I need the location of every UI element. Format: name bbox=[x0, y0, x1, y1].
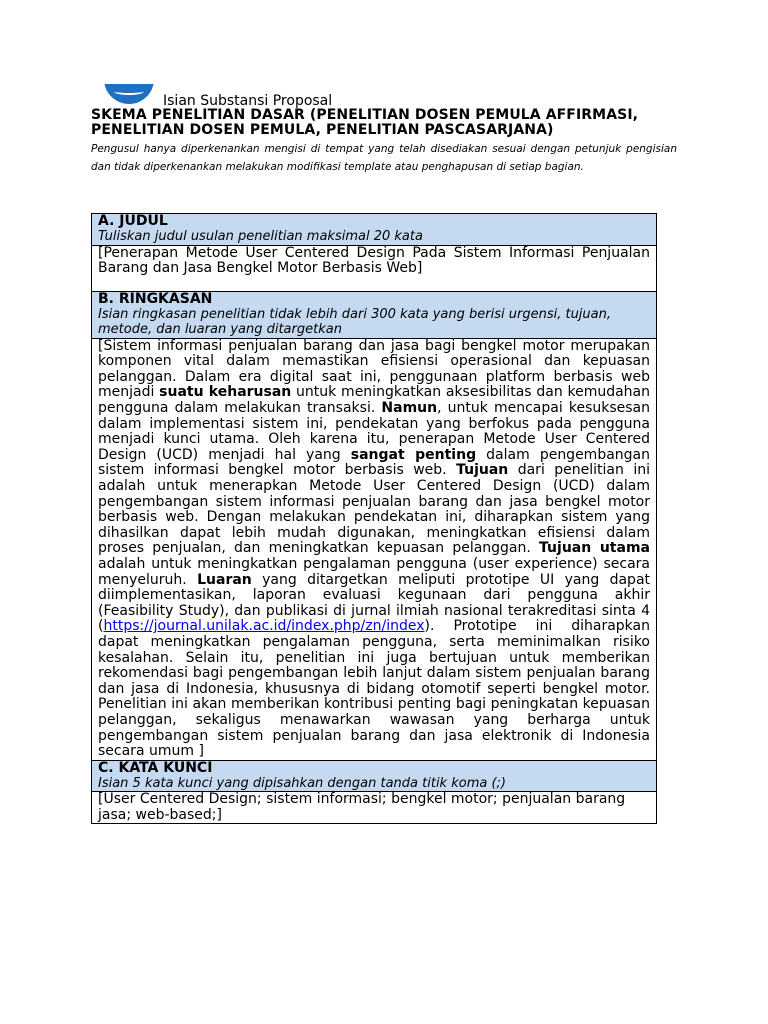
ringkasan-text: yang ditargetkan meliputi prototipe UI yang dapat diimplementasikan, laporan evaluasi kegunaan dari pengguna akhir (Feasibility Study), dan publikasi di jurnal ilmiah nasional terakreditasi sinta 4 ( bbox=[98, 571, 651, 635]
proposal-form-table bbox=[91, 213, 657, 824]
ringkasan-field[interactable] bbox=[92, 339, 656, 761]
judul-field[interactable]: [Penerapan Metode User Centered Design Pada Sistem Informasi Penjualan Barang dan Jasa Bengkel Motor Berbasis Web] bbox=[92, 246, 656, 292]
ringkasan-text: dari penelitian ini adalah untuk menerapkan Metode User Centered Design (UCD) dalam pengembangan sistem informasi penjualan barang dan jasa bengkel motor berbasis web. Dengan melakukan pendekatan ini, diharapkan sistem yang dihasilkan dapat lebih mudah digunakan, meningkatkan efisiensi dalam proses penjualan, dan meningkatkan kepuasan pelanggan. bbox=[98, 462, 650, 557]
section-ringkasan-heading: B. RINGKASAN bbox=[98, 290, 213, 307]
section-ringkasan-header bbox=[92, 292, 656, 339]
section-kata-kunci-header bbox=[92, 761, 656, 793]
journal-link[interactable]: https://journal.unilak.ac.id/index.php/zn/index bbox=[103, 618, 425, 635]
ringkasan-text: untuk meningkatkan aksesibilitas dan kemudahan pengguna dalam melakukan transaksi. bbox=[98, 384, 651, 417]
section-judul-header bbox=[92, 214, 656, 246]
ringkasan-text: adalah untuk meningkatkan pengalaman pengguna (user experience) secara menyeluruh. bbox=[98, 556, 650, 588]
kata-kunci-field[interactable]: [User Centered Design; sistem informasi; bengkel motor; penjualan barang jasa; web-based;] bbox=[98, 791, 626, 823]
section-judul-hint: Tuliskan judul usulan penelitian maksimal 20 kata bbox=[98, 229, 423, 244]
ringkasan-text: ). Prototipe ini diharapkan dapat meningkatkan pengalaman pengguna, serta meminimalkan risiko kesalahan. Selain itu, penelitian ini juga bertujuan untuk memberikan rekomendasi bagi pengembangan lebih lanjut dalam sistem penjualan barang dan jasa di Indonesia, khususnya di bidang otomotif seperti bengkel motor. Penelitian ini akan memberikan kontribusi penting bagi peningkatan kepuasan pelanggan, sekaligus menawarkan wawasan yang berharga untuk pengembangan sistem penjualan barang dan jasa elektronik di Indonesia secara umum ] bbox=[98, 618, 650, 760]
ringkasan-emphasis: suatu keharusan bbox=[159, 384, 292, 401]
ringkasan-text: [Sistem informasi penjualan barang dan jasa bagi bengkel motor merupakan komponen vital dalam memastikan efisiensi operasional dan kepuasan pelanggan. Dalam era digital saat ini, penggunaan platform berbasis web menjadi bbox=[98, 337, 650, 401]
ringkasan-emphasis: Tujuan bbox=[456, 462, 509, 479]
section-kata-kunci-heading: C. KATA KUNCI bbox=[98, 759, 213, 776]
ringkasan-emphasis: Tujuan utama bbox=[539, 540, 650, 557]
ringkasan-text: dalam pengembangan sistem informasi bengkel motor berbasis web. bbox=[98, 446, 651, 479]
header-label: Isian Substansi Proposal bbox=[163, 93, 333, 109]
page-title: SKEMA PENELITIAN DASAR (PENELITIAN DOSEN PEMULA AFFIRMASI, PENELITIAN DOSEN PEMULA, PENELITIAN PASCASARJANA) bbox=[91, 107, 639, 138]
section-ringkasan-hint: Isian ringkasan penelitian tidak lebih dari 300 kata yang berisi urgensi, tujuan, metode, dan luaran yang ditargetkan bbox=[98, 306, 611, 338]
section-kata-kunci-hint: Isian 5 kata kunci yang dipisahkan dengan tanda titik koma (;) bbox=[98, 775, 506, 791]
instructions-text: Pengusul hanya diperkenankan mengisi di tempat yang telah disediakan sesuai dengan petunjuk pengisian dan tidak diperkenankan melakukan modifikasi template atau penghapusan di setiap bagian. bbox=[91, 143, 677, 173]
section-judul-heading: A. JUDUL bbox=[98, 213, 168, 229]
ringkasan-emphasis: Luaran bbox=[197, 571, 252, 588]
university-logo-icon bbox=[104, 84, 154, 104]
ringkasan-emphasis: Namun bbox=[381, 400, 438, 417]
ringkasan-emphasis: sangat penting bbox=[350, 446, 477, 463]
ringkasan-text: , untuk mencapai kesuksesan dalam implementasi sistem ini, pendekatan yang berfokus pada pengguna menjadi kunci utama. Oleh karena itu, penerapan Metode User Centered Design (UCD) menjadi hal yang bbox=[98, 400, 651, 463]
